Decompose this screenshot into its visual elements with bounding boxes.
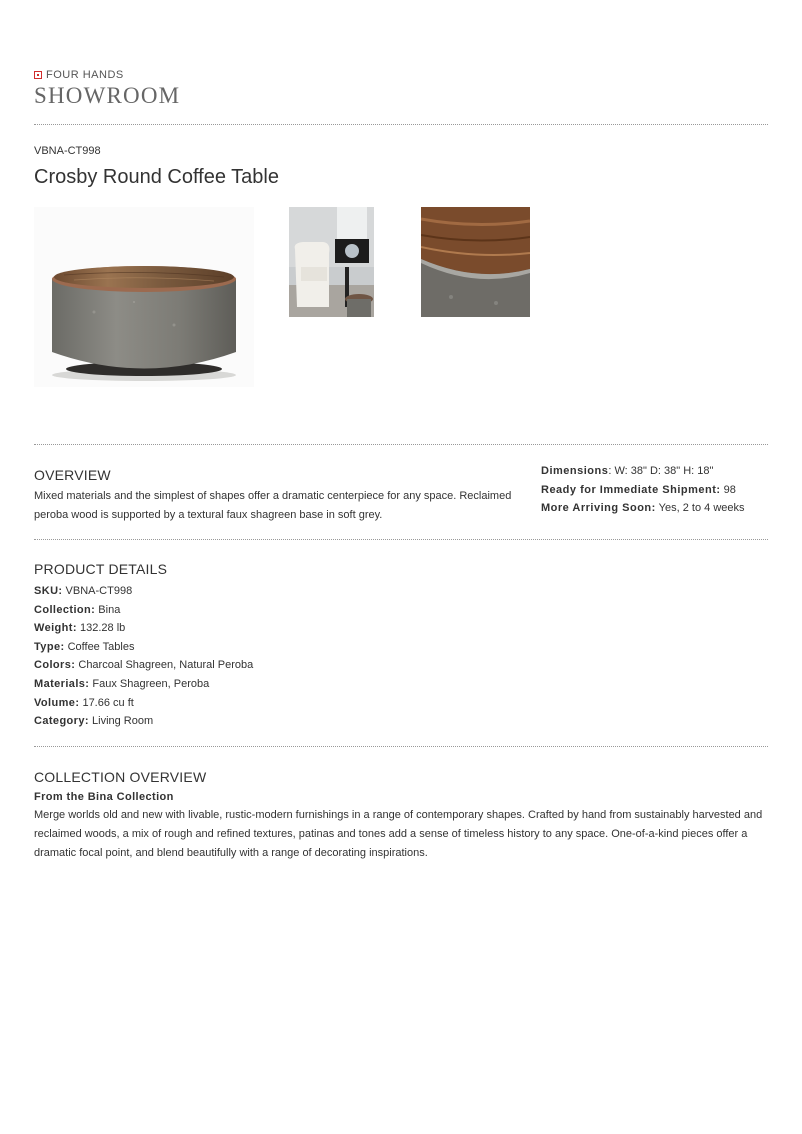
detail-label: Materials: — [34, 677, 90, 690]
detail-row — [34, 601, 253, 620]
detail-label: Category: — [34, 715, 89, 728]
spec-ready — [541, 481, 745, 500]
collection-text-line: reclaimed woods, a mix of rough and refined textures, patinas and tones add a sense of timeless history to any space. One-of-a-kind pieces offer a — [34, 828, 748, 840]
overview-heading: OVERVIEW — [34, 467, 111, 483]
spec-label: Ready for Immediate Shipment: — [541, 483, 721, 496]
detail-label: Colors: — [34, 659, 76, 672]
collection-text — [34, 806, 768, 863]
collection-text-line: dramatic focal point, and blend beautifully with a range of decorating inspirations. — [34, 847, 428, 859]
detail-row — [34, 582, 253, 601]
brand-showroom: SHOWROOM — [34, 83, 181, 108]
detail-row — [34, 619, 253, 638]
detail-value: Living Room — [88, 715, 154, 728]
divider — [34, 124, 768, 125]
detail-value: Charcoal Shagreen, Natural Peroba — [75, 659, 254, 672]
collection-heading: COLLECTION OVERVIEW — [34, 769, 207, 785]
spec-label: More Arriving Soon: — [541, 502, 656, 515]
product-title: Crosby Round Coffee Table — [34, 166, 279, 188]
detail-label: Collection: — [34, 603, 96, 616]
detail-value: 132.28 lb — [76, 622, 126, 635]
brand-logo — [34, 69, 180, 109]
spec-dimensions — [541, 462, 745, 481]
detail-label: Weight: — [34, 622, 77, 635]
collection-text-line: Merge worlds old and new with livable, rustic-modern furnishings in a range of contemporary shapes. Crafted by hand from sustainably harvested and — [34, 809, 763, 821]
spec-value: 98 — [720, 483, 736, 496]
spec-value: Yes, 2 to 4 weeks — [655, 502, 745, 515]
detail-value: 17.66 cu ft — [79, 696, 134, 709]
divider — [34, 539, 768, 540]
spec-value: : W: 38" D: 38" H: 18" — [608, 465, 714, 477]
detail-value: Coffee Tables — [64, 640, 135, 653]
brand-top-line — [34, 69, 180, 81]
detail-value: Bina — [95, 603, 121, 616]
spec-label: Dimensions — [541, 465, 609, 477]
divider — [34, 444, 768, 445]
overview-text — [34, 487, 514, 525]
overview-text-line: peroba wood is supported by a textural faux shagreen base in soft grey. — [34, 509, 383, 521]
detail-label: Type: — [34, 640, 65, 653]
product-sku: VBNA-CT998 — [34, 145, 101, 157]
spec-arriving — [541, 499, 745, 518]
detail-row — [34, 694, 253, 713]
collection-subheading: From the Bina Collection — [34, 791, 174, 803]
detail-row — [34, 675, 253, 694]
divider — [34, 746, 768, 747]
detail-value: Faux Shagreen, Peroba — [89, 677, 210, 690]
shipping-specs — [541, 462, 745, 518]
brand-name: FOUR HANDS — [46, 69, 124, 81]
detail-row — [34, 638, 253, 657]
detail-label: Volume: — [34, 696, 80, 709]
product-image-room — [289, 207, 374, 317]
details-list — [34, 582, 253, 731]
product-image-detail — [421, 207, 530, 317]
detail-value: VBNA-CT998 — [62, 585, 133, 597]
detail-row — [34, 656, 253, 675]
detail-row — [34, 712, 253, 731]
brand-square-icon — [34, 71, 42, 79]
overview-text-line: Mixed materials and the simplest of shapes offer a dramatic centerpiece for any space. Reclaimed — [34, 490, 512, 502]
detail-label: SKU: — [34, 585, 63, 597]
product-image-front — [34, 207, 254, 387]
details-heading: PRODUCT DETAILS — [34, 561, 168, 577]
